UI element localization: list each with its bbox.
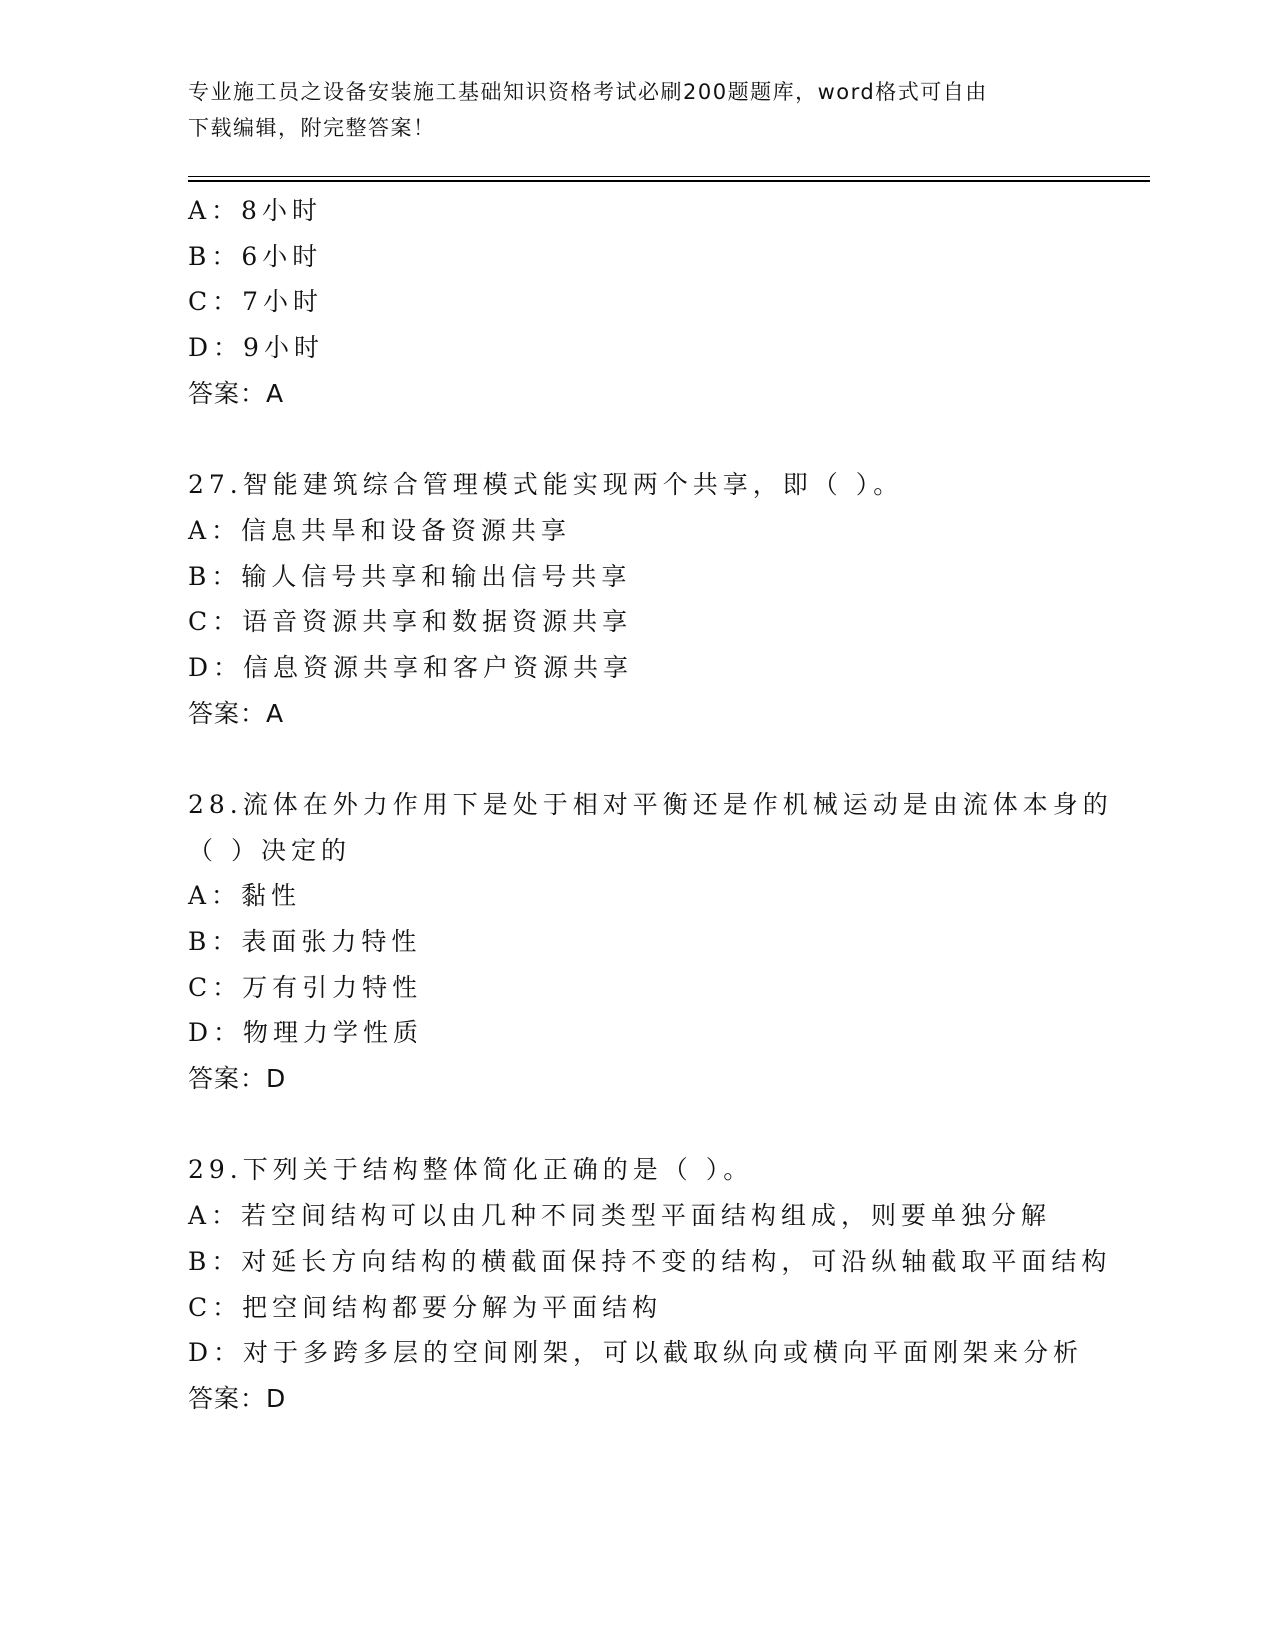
option-d: D：对于多跨多层的空间刚架，可以截取纵向或横向平面刚架来分析 [188, 1338, 1084, 1368]
option-c: C：7小时 [188, 287, 324, 317]
question-list [188, 188, 1113, 1422]
option-a: A：信息共旱和设备资源共享 [188, 515, 572, 545]
answer-line: 答案：A [188, 698, 285, 728]
question-text-line-1: 28.流体在外力作用下是处于相对平衡还是作机械运动是由流体本身的 [188, 789, 1113, 819]
option-a: A：8小时 [188, 196, 322, 225]
question-28-block [188, 782, 1113, 1102]
option-d: D：信息资源共享和客户资源共享 [188, 652, 634, 682]
option-c: C：把空间结构都要分解为平面结构 [188, 1292, 663, 1322]
answer-line: 答案：D [188, 1383, 287, 1413]
question-text: 29.下列关于结构整体简化正确的是（ ）。 [188, 1155, 754, 1185]
question-text-line-2: （ ）决定的 [188, 835, 351, 865]
spacer [188, 416, 1088, 462]
option-a: A：黏性 [188, 881, 302, 911]
option-b: B：表面张力特性 [188, 927, 422, 956]
option-d: D：物理力学性质 [188, 1018, 424, 1048]
option-b: B：6小时 [188, 241, 323, 271]
question-text: 27.智能建筑综合管理模式能实现两个共享，即（ ）。 [188, 470, 904, 500]
spacer [188, 736, 1088, 782]
question-27-block [188, 462, 1088, 736]
option-c: C：万有引力特性 [188, 972, 423, 1002]
question-29-block [188, 1147, 1112, 1421]
document-header [188, 74, 1068, 146]
option-c: C：语音资源共享和数据资源共享 [188, 607, 633, 637]
header-line-1: 专业施工员之设备安装施工基础知识资格考试必刷200题题库，word格式可自由 [188, 80, 988, 104]
answer-line: 答案：D [188, 1064, 287, 1094]
answer-line: 答案：A [188, 378, 285, 408]
header-divider-thin [188, 176, 1150, 177]
spacer [188, 1102, 1088, 1148]
header-line-2: 下载编辑，附完整答案！ [188, 116, 436, 140]
question-26-block [188, 188, 1088, 416]
option-b: B：输人信号共享和输出信号共享 [188, 561, 632, 591]
option-b: B：对延长方向结构的横截面保持不变的结构，可沿纵轴截取平面结构 [188, 1246, 1112, 1276]
header-divider-thick [188, 180, 1150, 182]
option-d: D：9小时 [188, 333, 324, 363]
option-a: A：若空间结构可以由几种不同类型平面结构组成，则要单独分解 [188, 1201, 1052, 1231]
